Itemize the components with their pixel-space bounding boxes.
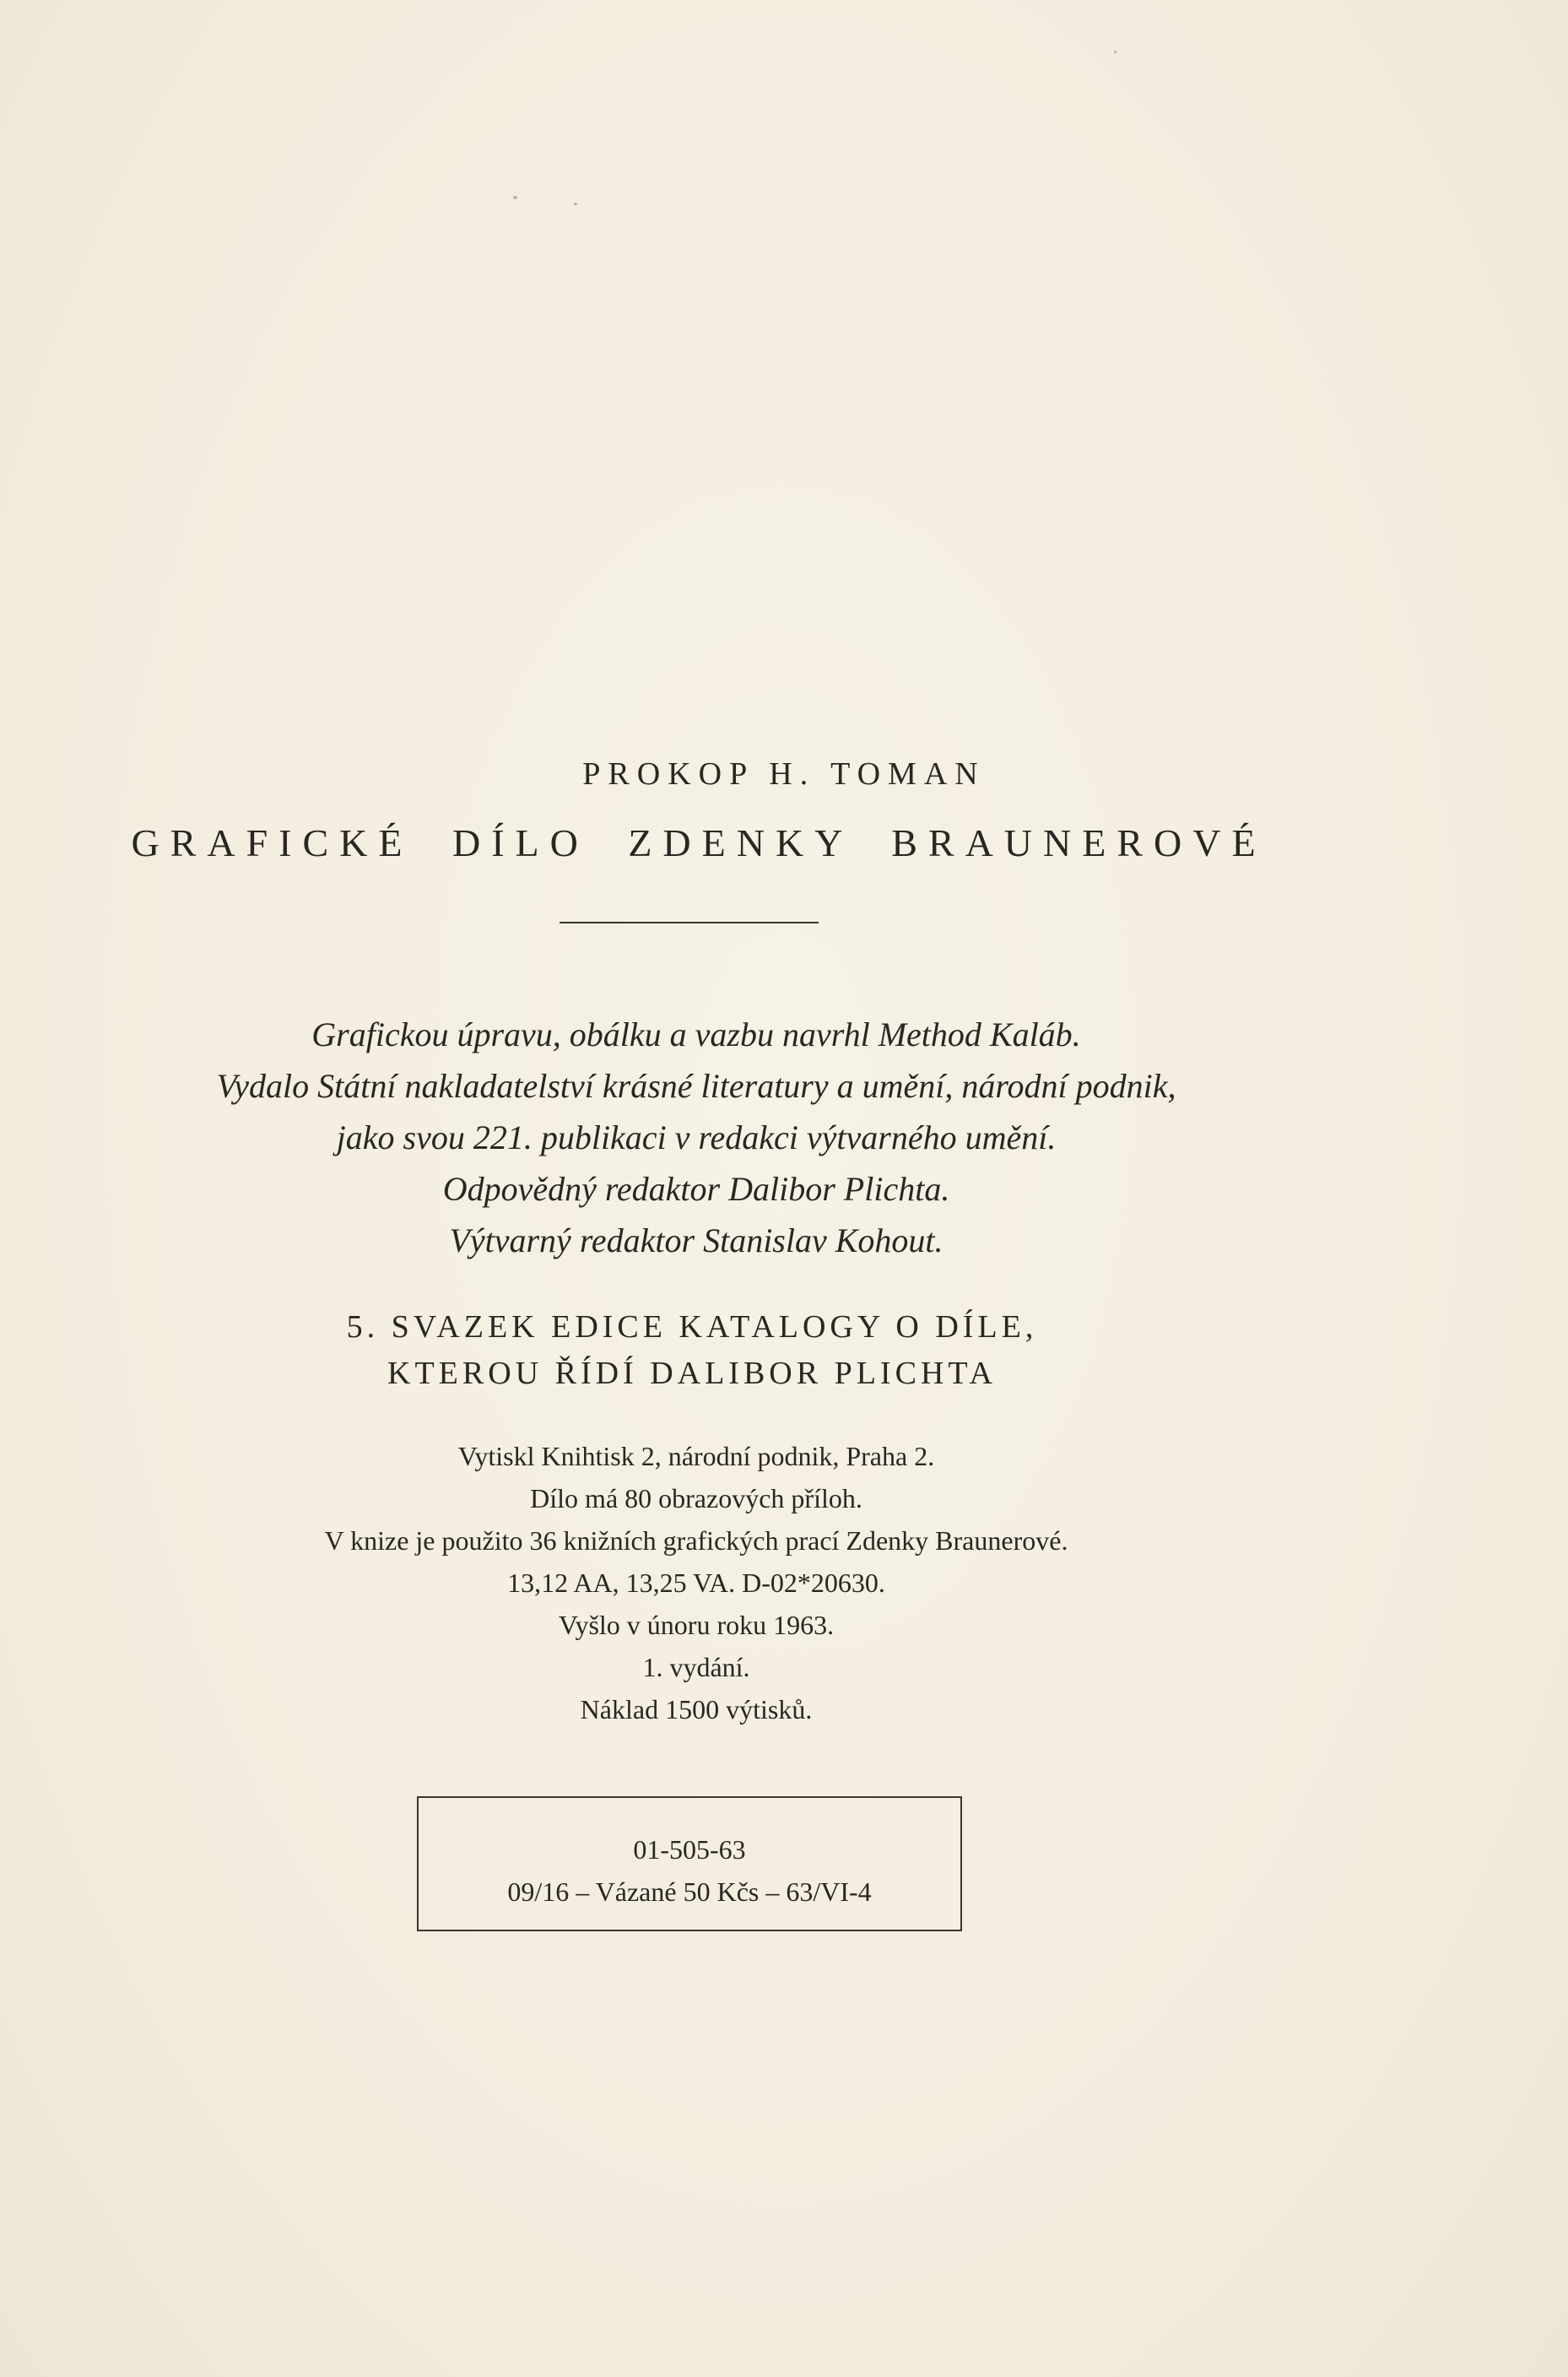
imprint-line: Vytiskl Knihtisk 2, národní podnik, Praha 2. bbox=[457, 1441, 935, 1471]
catalog-code: 01-505-63 bbox=[633, 1834, 746, 1865]
imprint-line: Vyšlo v únoru roku 1963. bbox=[558, 1610, 835, 1640]
series-line: 5. SVAZEK EDICE KATALOGY O DÍLE, bbox=[346, 1309, 1038, 1345]
imprint-line: 13,12 AA, 13,25 VA. D-02*20630. bbox=[507, 1568, 885, 1598]
series-line: KTEROU ŘÍDÍ DALIBOR PLICHTA bbox=[387, 1356, 997, 1391]
credits-line: jako svou 221. publikaci v redakci výtvarného umění. bbox=[336, 1118, 1057, 1156]
book-title: GRAFICKÉ DÍLO ZDENKY BRAUNEROVÉ bbox=[131, 821, 1267, 864]
imprint-line: Dílo má 80 obrazových příloh. bbox=[530, 1483, 862, 1513]
credits-line: Odpovědný redaktor Dalibor Plichta. bbox=[442, 1170, 950, 1208]
catalog-number-box bbox=[417, 1796, 962, 1931]
imprint-line: Náklad 1500 výtisků. bbox=[580, 1694, 813, 1725]
credits-block bbox=[152, 1009, 1241, 1266]
paper-speck bbox=[1114, 51, 1117, 53]
title-divider bbox=[560, 922, 819, 923]
price-line: 09/16 – Vázané 50 Kčs – 63/VI-4 bbox=[507, 1876, 872, 1907]
author-name: PROKOP H. TOMAN bbox=[582, 756, 986, 792]
credits-line: Grafickou úpravu, obálku a vazbu navrhl Method Kaláb. bbox=[311, 1015, 1081, 1053]
catalog-number-text bbox=[419, 1828, 960, 1913]
credits-line: Vydalo Státní nakladatelství krásné literatury a umění, národní podnik, bbox=[216, 1067, 1176, 1105]
imprint-line: V knize je použito 36 knižních grafických prací Zdenky Braunerové. bbox=[324, 1525, 1068, 1556]
credits-line: Výtvarný redaktor Stanislav Kohout. bbox=[449, 1221, 944, 1259]
series-block bbox=[278, 1304, 1106, 1397]
paper-speck bbox=[574, 203, 577, 205]
paper-speck bbox=[513, 196, 517, 199]
imprint-block bbox=[169, 1435, 1224, 1730]
imprint-line: 1. vydání. bbox=[642, 1652, 750, 1682]
